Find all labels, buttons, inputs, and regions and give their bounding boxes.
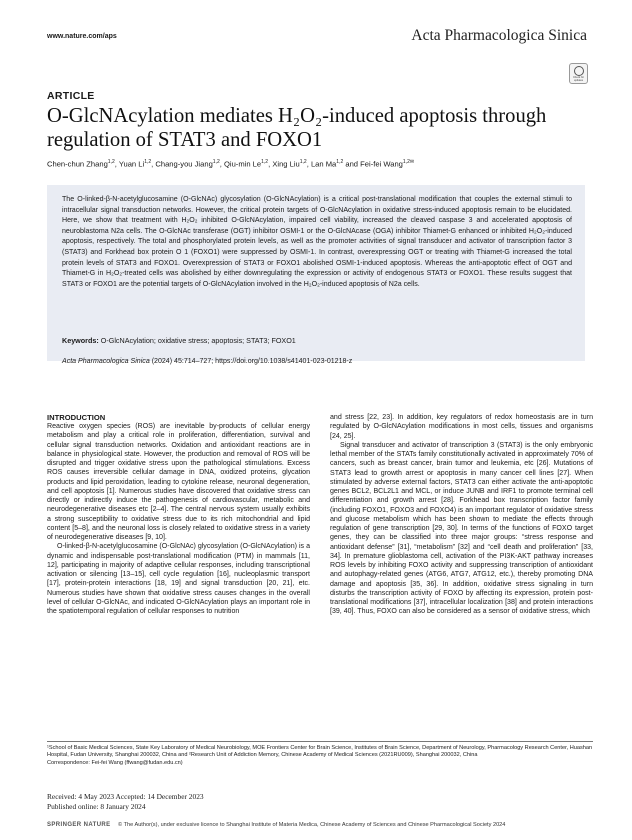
check-for-updates-badge[interactable] xyxy=(569,63,588,84)
author-separator: , xyxy=(268,159,273,169)
correspondence[interactable]: Correspondence: Fei-fei Wang (ffwang@fudan.edu.cn) xyxy=(47,759,183,766)
affiliation-text: ¹School of Basic Medical Sciences, State Key Laboratory of Medical Neurobiology, MOE Frontiers Center for Brain Science, Institutes of Brain Science, Department of Neurology, Pharmacology Research Center, Huashan Hospital, Fudan University, Shanghai 200032, China and ²Research Unit of Addiction Memory, Chinese Academy of Medical Sciences (2021RU009), Shanghai 200032, China xyxy=(47,745,593,759)
keywords xyxy=(62,336,572,345)
author-name[interactable]: Lan Ma xyxy=(310,159,337,169)
author-list xyxy=(47,159,607,169)
author-name[interactable]: Chen-chun Zhang xyxy=(47,159,108,169)
author-affiliation-mark: 1,2 xyxy=(107,159,115,165)
copyright-notice: © The Author(s), under exclusive licence to Shanghai Institute of Materia Medica, Chinese Academy of Sciences and Chinese Pharmacological Society 2024 xyxy=(118,822,506,828)
site-url[interactable]: www.nature.com/aps xyxy=(47,33,117,40)
author-name[interactable]: Qiu-min Le xyxy=(223,159,262,169)
publication-dates xyxy=(47,792,204,812)
footer-divider xyxy=(47,741,593,742)
springer-nature-logo: SPRINGER NATURE xyxy=(47,822,111,828)
author-affiliation-mark: 1,2 xyxy=(212,159,220,165)
author-separator: , xyxy=(219,159,224,169)
intro-paragraph-2: O-linked-β-N-acetylglucosamine (O-GlcNAc) glycosylation (O-GlcNAcylation) is a dynamic and indispensable post-translational modification (PTM) in mammals [11, 12], participating in majority of adaptive cellular responses, including transcriptional activation or silencing [13–15], cell cycle regulation [16], nucleoplasmic transport [17], protein-protein interactions [18, 19] and signal transduction [20, 21], etc. Numerous studies have shown that oxidative stress causes changes in the overall level of cellular O-GlcNAc, and indicated O-GlcNAcylation plays an important role in the spatiotemporal regulation of cellular responses to nutrition xyxy=(47,543,310,615)
author-separator: , xyxy=(114,159,119,169)
received-accepted: Received: 4 May 2023 Accepted: 14 December 2023 xyxy=(47,792,204,801)
body-column-right xyxy=(330,413,593,617)
title-line-2: regulation of STAT3 and FOXO1 xyxy=(47,129,323,151)
introduction-heading: INTRODUCTION xyxy=(47,413,106,422)
author-separator: , xyxy=(306,159,311,169)
author-affiliation-mark: 1,2 xyxy=(261,159,269,165)
affiliations xyxy=(47,745,593,767)
abstract-text: The O-linked-β-N-acetylglucosamine (O-GlcNAc) glycosylation (O-GlcNAcylation) is a critical post-translational modification that couples the external stimuli to intracellular signal transduction networks. However, the critical protein targets of O-GlcNAcylation in oxidative stress-induced apoptosis remain to be elucidated. Here, we show that treatment with H₂O₂ inhibited O-GlcNAcylation, impaired cell viability, increased the cleaved caspase 3 and accelerated apoptosis of neuroblastoma N2a cells. The O-GlcNAc transferase (OGT) inhibitor OSMI-1 or the O-GlcNAcase (OGA) inhibitor Thiamet-G enhanced or inhibited H₂O₂-induced apoptosis, respectively. The total and phosphorylated protein levels, as well as the promoter activities of signal transducer and activator of transcription factor 3 (STAT3) and Forkhead box protein O 1 (FOXO1) were suppressed by OSMI-1. In contrast, overexpressing OGT or treating with Thiamet-G increased the total protein levels of STAT3 and FOXO1. Overexpression of STAT3 or FOXO1 abolished OSMI-1-induced apoptosis. Whereas the anti-apoptotic effect of OGT and Thiamet-G in H₂O₂-treated cells was abolished by either downregulating the expression or activity of endogenous STAT3 or FOXO1. These results suggest that STAT3 or FOXO1 are the potential targets of O-GlcNAcylation involved in the H₂O₂-induced apoptosis of N2a cells. xyxy=(62,196,572,288)
author-separator: , xyxy=(151,159,156,169)
citation-line[interactable] xyxy=(62,358,572,365)
journal-name: Acta Pharmacologica Sinica xyxy=(411,27,587,44)
article-title xyxy=(47,104,607,152)
author-affiliation-mark: 1,2 xyxy=(336,159,344,165)
author-name[interactable]: Chang-you Jiang xyxy=(155,159,213,169)
intro-paragraph-3: and stress [22, 23]. In addition, key regulators of redox homeostasis are in turn regulated by O-GlcNAcylation modifications in most cells, tissues and organisms [24, 25]. xyxy=(330,414,593,440)
author-name[interactable]: Fei-fei Wang xyxy=(360,159,403,169)
section-label: ARTICLE xyxy=(47,90,95,102)
intro-paragraph-4: Signal transducer and activator of transcription 3 (STAT3) is the only embryonic lethal member of the STATs family constitutionally activated in approximately 70% of cancers, such as breast cancer, brain tumor and leukemia, etc [26]. Mutations of STAT3 lead to growth arrest or apoptosis in many cancer cell lines [27]. When stimulated by adverse external factors, STAT3 can either activate the anti-apoptotic genes BCL2, BCL2L1 and MCL, or induce JUNB and IRF1 to promote terminal cell differentiation and growth arrest [28]. Forkhead box transcription factor family (including FOXO1, FOXO3 and FOXO4) is an important regulator of oxidative stress and glucose metabolism which has been shown to mediate the effects through regulation of gene transcription [29, 30]. In terms of the functions of FOXO target genes, they can be classified into three major groups: “stress response and antioxidant defense” [31], “metabolism” [32] and “cell death and proliferation” [33, 34]. In premature glioblastoma cell, activation of the PI3K-AKT pathway increases ROS levels by inhibiting FOXO activity and suppressing transcription of antioxidant and autophagy-related genes (ATG6, ATG7, ATG12, etc.), thereby promoting DNA damage and apoptosis [35, 36]. In addition, oxidative stress signaling in turn disturbs the transcription activity of FOXO by affecting its expression, protein post-translational modifications [37], intracellular localization [38] and protein interactions [39, 40]. Thus, FOXO can also be considered as a sensor of oxidative stress, which xyxy=(330,441,593,616)
author-affiliation-mark: 1,2✉ xyxy=(402,159,415,165)
citation-journal: Acta Pharmacologica Sinica xyxy=(62,358,150,365)
author-name[interactable]: Xing Liu xyxy=(272,159,300,169)
check-updates-icon xyxy=(574,66,584,76)
body-column-left xyxy=(47,413,310,616)
author-affiliation-mark: 1,2 xyxy=(144,159,152,165)
keywords-value: O-GlcNAcylation; oxidative stress; apoptosis; STAT3; FOXO1 xyxy=(100,336,296,345)
published-online: Published online: 8 January 2024 xyxy=(47,802,146,811)
intro-paragraph-1: Reactive oxygen species (ROS) are inevitable by-products of cellular energy metabolism and play a critical role in proliferation, differentiation, survival and cellular signal transduction networks. Oxidation and antioxidant reactions are in balance in physiological state. However, the production and removal of ROS will be disrupted and trigger oxidative stress upon the pathological stimulations. Excess ROS causes irreversible cellular damage in DNA, oxidized proteins, glycation products and lipid peroxidation, leading to cytokine release, neuronal degeneration, and cell apoptosis [1]. Numerous studies have discovered that oxidative stress can directly or indirectly induce the pathogenesis of cardiovascular, metabolic and neurodegenerative diseases etc [2–4]. The central nervous system usually exhibits a strong susceptibility to oxidative stress due to its rich mitochondrial and lipid content [5–8], and the neuronal loss is closely related to oxidative stress in a variety of neurodegenerative diseases [9, 10]. xyxy=(47,423,310,541)
keywords-label: Keywords: xyxy=(62,336,99,345)
citation-details[interactable]: (2024) 45:714–727; https://doi.org/10.1038/s41401-023-01218-z xyxy=(149,358,353,365)
badge-caption: Check for updates xyxy=(572,76,585,82)
author-name[interactable]: Yuan Li xyxy=(118,159,145,169)
author-affiliation-mark: 1,2 xyxy=(299,159,307,165)
title-line-1: O-GlcNAcylation mediates H₂O₂-induced apoptosis through xyxy=(47,105,547,127)
author-separator: and xyxy=(343,159,361,169)
